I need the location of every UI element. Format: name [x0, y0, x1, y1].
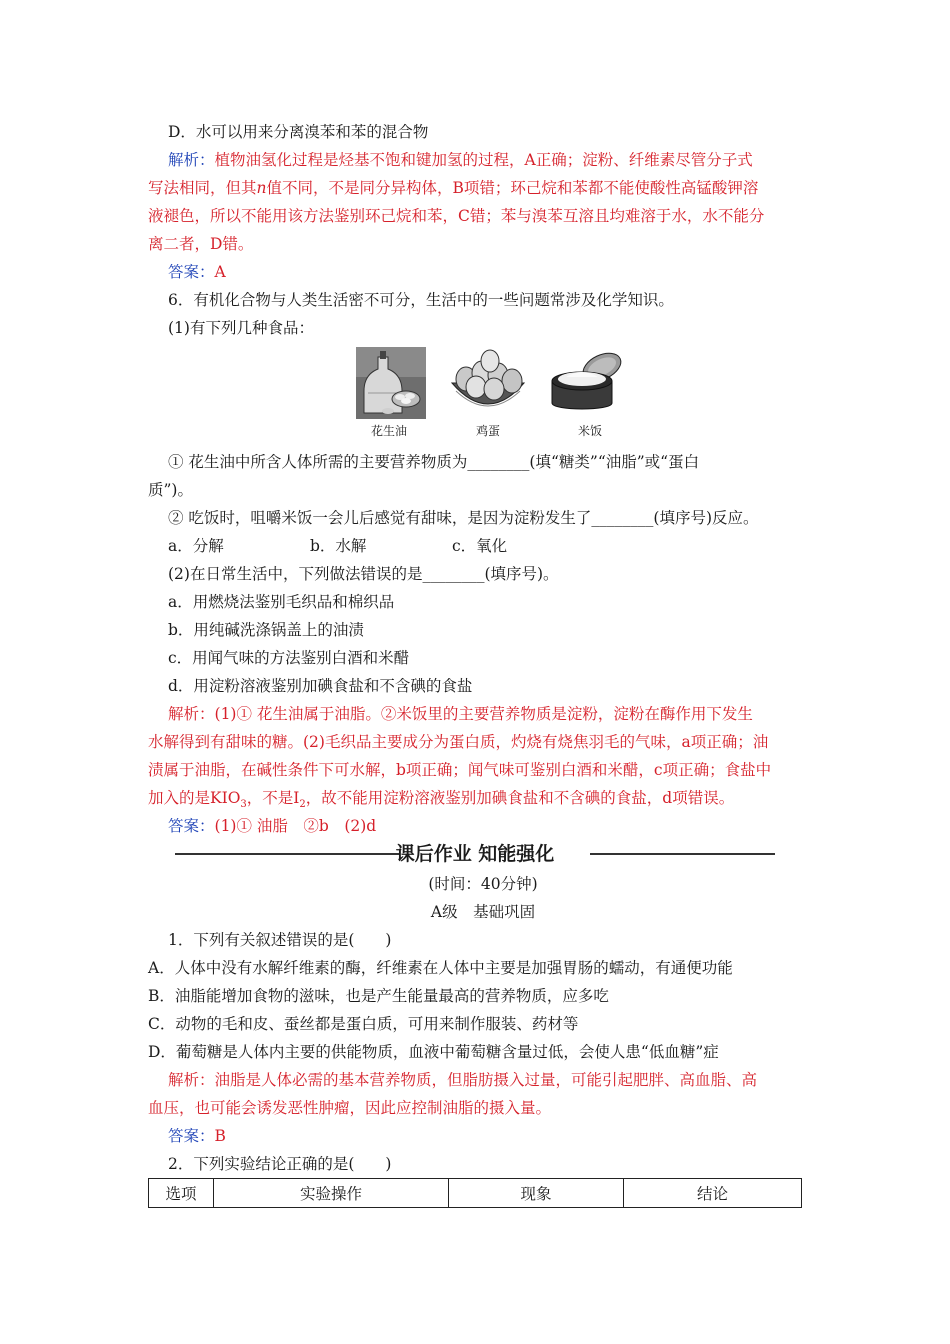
- analysis-label: 解析：: [168, 1071, 215, 1089]
- caption-egg: 鸡蛋: [476, 424, 501, 438]
- q5-answer: [168, 258, 838, 286]
- q5-option-d: D．水可以用来分离溴苯和苯的混合物: [168, 123, 429, 141]
- hw1-stem: 1．下列有关叙述错误的是( ): [168, 931, 392, 949]
- food-images: [356, 347, 646, 441]
- q6-option-c: c．用闻气味的方法鉴别白酒和米醋: [168, 649, 410, 667]
- analysis-text: 写法相同，但其: [148, 179, 257, 197]
- q5-analysis-line-1: [168, 146, 838, 174]
- analysis-text: 加入的是KIO: [148, 789, 241, 807]
- analysis-label: 解析：: [168, 705, 215, 723]
- q6-answer: [168, 812, 838, 840]
- section-header: [175, 840, 775, 868]
- caption-peanut-oil: 花生油: [371, 424, 408, 438]
- q6-part-2: (2)在日常生活中，下列做法错误的是________(填序号)。: [168, 565, 559, 583]
- egg-basket-icon: [448, 347, 528, 423]
- q5-analysis-line-4: 离二者，D错。: [148, 235, 254, 253]
- analysis-text: 值不同，不是同分异构体，B项错；环己烷和苯都不能使酸性高锰酸钾溶: [266, 179, 759, 197]
- hw1-option-c: C．动物的毛和皮、蚕丝都是蛋白质，可用来制作服装、药材等: [148, 1015, 579, 1033]
- q6-analysis-line-2: 水解得到有甜味的糖。(2)毛织品主要成分为蛋白质，灼烧有烧焦羽毛的气味，a项正确；油: [148, 733, 769, 751]
- answer-value: (1)① 油脂 ②b (2)d: [214, 817, 377, 835]
- header-operation: 实验操作: [214, 1179, 449, 1208]
- analysis-text: ，不是I: [246, 789, 300, 807]
- hw1-option-b: B．油脂能增加食物的滋味，也是产生能量最高的营养物质，应多吃: [148, 987, 609, 1005]
- experiment-table: [148, 1178, 802, 1208]
- answer-label: 答案：: [168, 1127, 215, 1145]
- italic-n: n: [256, 179, 267, 197]
- q6-analysis-line-1: [168, 700, 838, 728]
- time-limit: (时间：40分钟): [428, 875, 538, 893]
- answer-value: B: [214, 1127, 226, 1145]
- option-a: a．分解: [168, 537, 224, 555]
- option-c: c．氧化: [452, 537, 508, 555]
- q6-option-b: b．用纯碱洗涤锅盖上的油渍: [168, 621, 364, 639]
- hw1-option-d: D．葡萄糖是人体内主要的供能物质，血液中葡萄糖含量过低，会使人患“低血糖”症: [148, 1043, 719, 1061]
- hw1-analysis-line-1: [168, 1066, 838, 1094]
- analysis-label: 解析：: [168, 151, 215, 169]
- hw2-stem: 2．下列实验结论正确的是( ): [168, 1155, 392, 1173]
- answer-label: 答案：: [168, 263, 215, 281]
- analysis-text: ，故不能用淀粉溶液鉴别加碘食盐和不含碘的食盐，d项错误。: [305, 789, 735, 807]
- answer-value: A: [214, 263, 226, 281]
- level-label: A级 基础巩固: [430, 903, 536, 921]
- section-title: 课后作业 知能强化: [395, 843, 555, 865]
- q6-option-a: a．用燃烧法鉴别毛织品和棉织品: [168, 593, 395, 611]
- header-option: 选项: [149, 1179, 214, 1208]
- q6-part-1: (1)有下列几种食品：: [168, 319, 314, 337]
- q6-sub1-line-2: 质”)。: [148, 481, 193, 499]
- header-phenomenon: 现象: [449, 1179, 624, 1208]
- analysis-text: (1)① 花生油属于油脂。②米饭里的主要营养物质是淀粉，淀粉在酶作用下发生: [214, 705, 753, 723]
- hw1-answer: [168, 1122, 838, 1150]
- q5-analysis-line-2: [148, 174, 818, 202]
- subscript: 3: [240, 799, 247, 811]
- table-header-row: [149, 1179, 802, 1208]
- hw1-option-a: A．人体中没有水解纤维素的酶，纤维素在人体中主要是加强胃肠的蠕动，有通便功能: [148, 959, 733, 977]
- q6-option-d: d．用淀粉溶液鉴别加碘食盐和不含碘的食盐: [168, 677, 473, 695]
- rice-bowl-icon: [544, 347, 634, 423]
- answer-label: 答案：: [168, 817, 215, 835]
- q6-sub2: ② 吃饭时，咀嚼米饭一会儿后感觉有甜味，是因为淀粉发生了________(填序号)反应。: [168, 509, 759, 527]
- peanut-oil-bottle-icon: [356, 347, 426, 423]
- hw1-analysis-line-2: 血压，也可能会诱发恶性肿瘤，因此应控制油脂的摄入量。: [148, 1099, 552, 1117]
- q5-analysis-line-3: 液褪色，所以不能用该方法鉴别环己烷和苯，C错；苯与溴苯互溶且均难溶于水，水不能分: [148, 207, 765, 225]
- q6-sub1-line-1: ① 花生油中所含人体所需的主要营养物质为________(填“糖类”“油脂”或“蛋白: [168, 453, 700, 471]
- q6-stem: 6．有机化合物与人类生活密不可分，生活中的一些问题常涉及化学知识。: [168, 291, 674, 309]
- analysis-text: 油脂是人体必需的基本营养物质，但脂肪摄入过量，可能引起肥胖、高血脂、高: [214, 1071, 758, 1089]
- caption-rice: 米饭: [578, 424, 603, 438]
- analysis-text: 植物油氢化过程是烃基不饱和键加氢的过程，A正确；淀粉、纤维素尽管分子式: [214, 151, 753, 169]
- option-b: b．水解: [310, 537, 367, 555]
- header-conclusion: 结论: [624, 1179, 802, 1208]
- subscript: 2: [299, 799, 306, 811]
- q6-analysis-line-3: 渍属于油脂，在碱性条件下可水解，b项正确；闻气味可鉴别白酒和米醋，c项正确；食盐中: [148, 761, 772, 779]
